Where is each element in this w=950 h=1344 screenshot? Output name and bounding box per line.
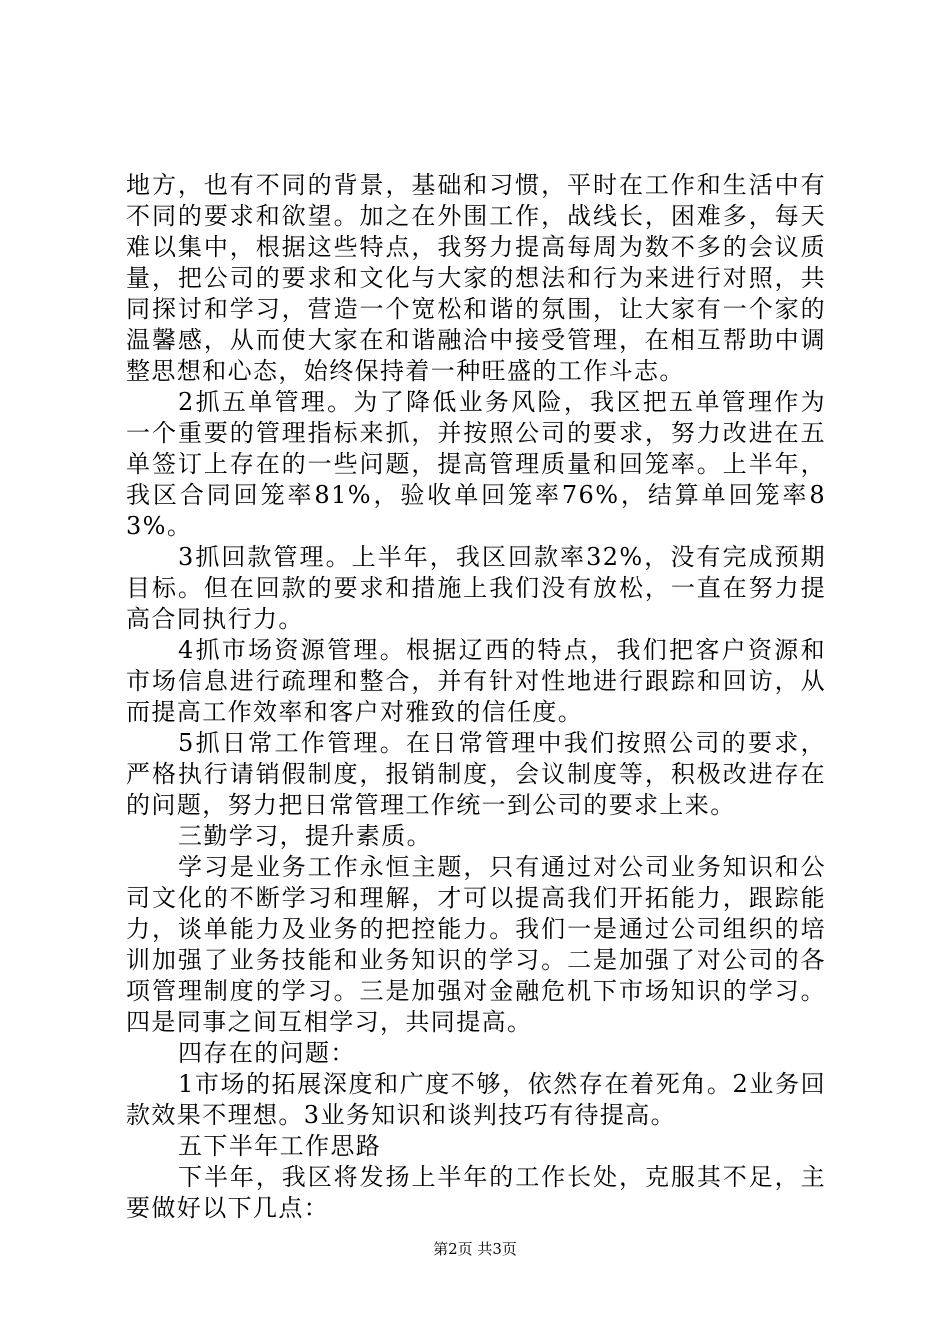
paragraph-five-documents-management: 2抓五单管理。为了降低业务风险，我区把五单管理作为一个重要的管理指标来抓，并按照公司的要求，努力改进在五单签订上存在的一些问题，提高管理质量和回笼率。上半年，我区合同回笼率81%，验收单回笼率76%，结算单回笼率83%。 — [126, 388, 826, 540]
paragraph-second-half-plan: 下半年，我区将发扬上半年的工作长处，克服其不足，主要做好以下几点： — [126, 1163, 826, 1222]
paragraph-daily-work-management: 5抓日常工作管理。在日常管理中我们按照公司的要求，严格执行请销假制度，报销制度，会议制度等，积极改进存在的问题，努力把日常管理工作统一到公司的要求上来。 — [126, 729, 826, 819]
section-heading-study: 三勤学习，提升素质。 — [178, 822, 432, 850]
section-heading-second-half-plan: 五下半年工作思路 — [178, 1132, 382, 1160]
page-number-footer: 第2页 共3页 — [433, 1240, 517, 1258]
paragraph-problems: 1市场的拓展深度和广度不够，依然存在着死角。2业务回款效果不理想。3业务知识和谈判技巧有待提高。 — [126, 1070, 826, 1129]
paragraph-continuation: 地方，也有不同的背景，基础和习惯，平时在工作和生活中有不同的要求和欲望。加之在外围工作，战线长，困难多，每天难以集中，根据这些特点，我努力提高每周为数不多的会议质量，把公司的要求和文化与大家的想法和行为来进行对照，共同探讨和学习，营造一个宽松和谐的氛围，让大家有一个家的温馨感，从而使大家在和谐融洽中接受管理，在相互帮助中调整思想和心态，始终保持着一种旺盛的工作斗志。 — [126, 171, 826, 385]
document-body — [126, 170, 826, 1224]
section-heading-problems: 四存在的问题： — [178, 1039, 356, 1067]
paragraph-market-resources: 4抓市场资源管理。根据辽西的特点，我们把客户资源和市场信息进行疏理和整合，并有针对性地进行跟踪和回访，从而提高工作效率和客户对雅致的信任度。 — [126, 636, 826, 726]
paragraph-study: 学习是业务工作永恒主题，只有通过对公司业务知识和公司文化的不断学习和理解，才可以提高我们开拓能力，跟踪能力，谈单能力及业务的把控能力。我们一是通过公司组织的培训加强了业务技能和业务知识的学习。二是加强了对公司的各项管理制度的学习。三是加强对金融危机下市场知识的学习。四是同事之间互相学习，共同提高。 — [126, 853, 826, 1036]
paragraph-payment-collection: 3抓回款管理。上半年，我区回款率32%，没有完成预期目标。但在回款的要求和措施上我们没有放松，一直在努力提高合同执行力。 — [126, 543, 826, 633]
